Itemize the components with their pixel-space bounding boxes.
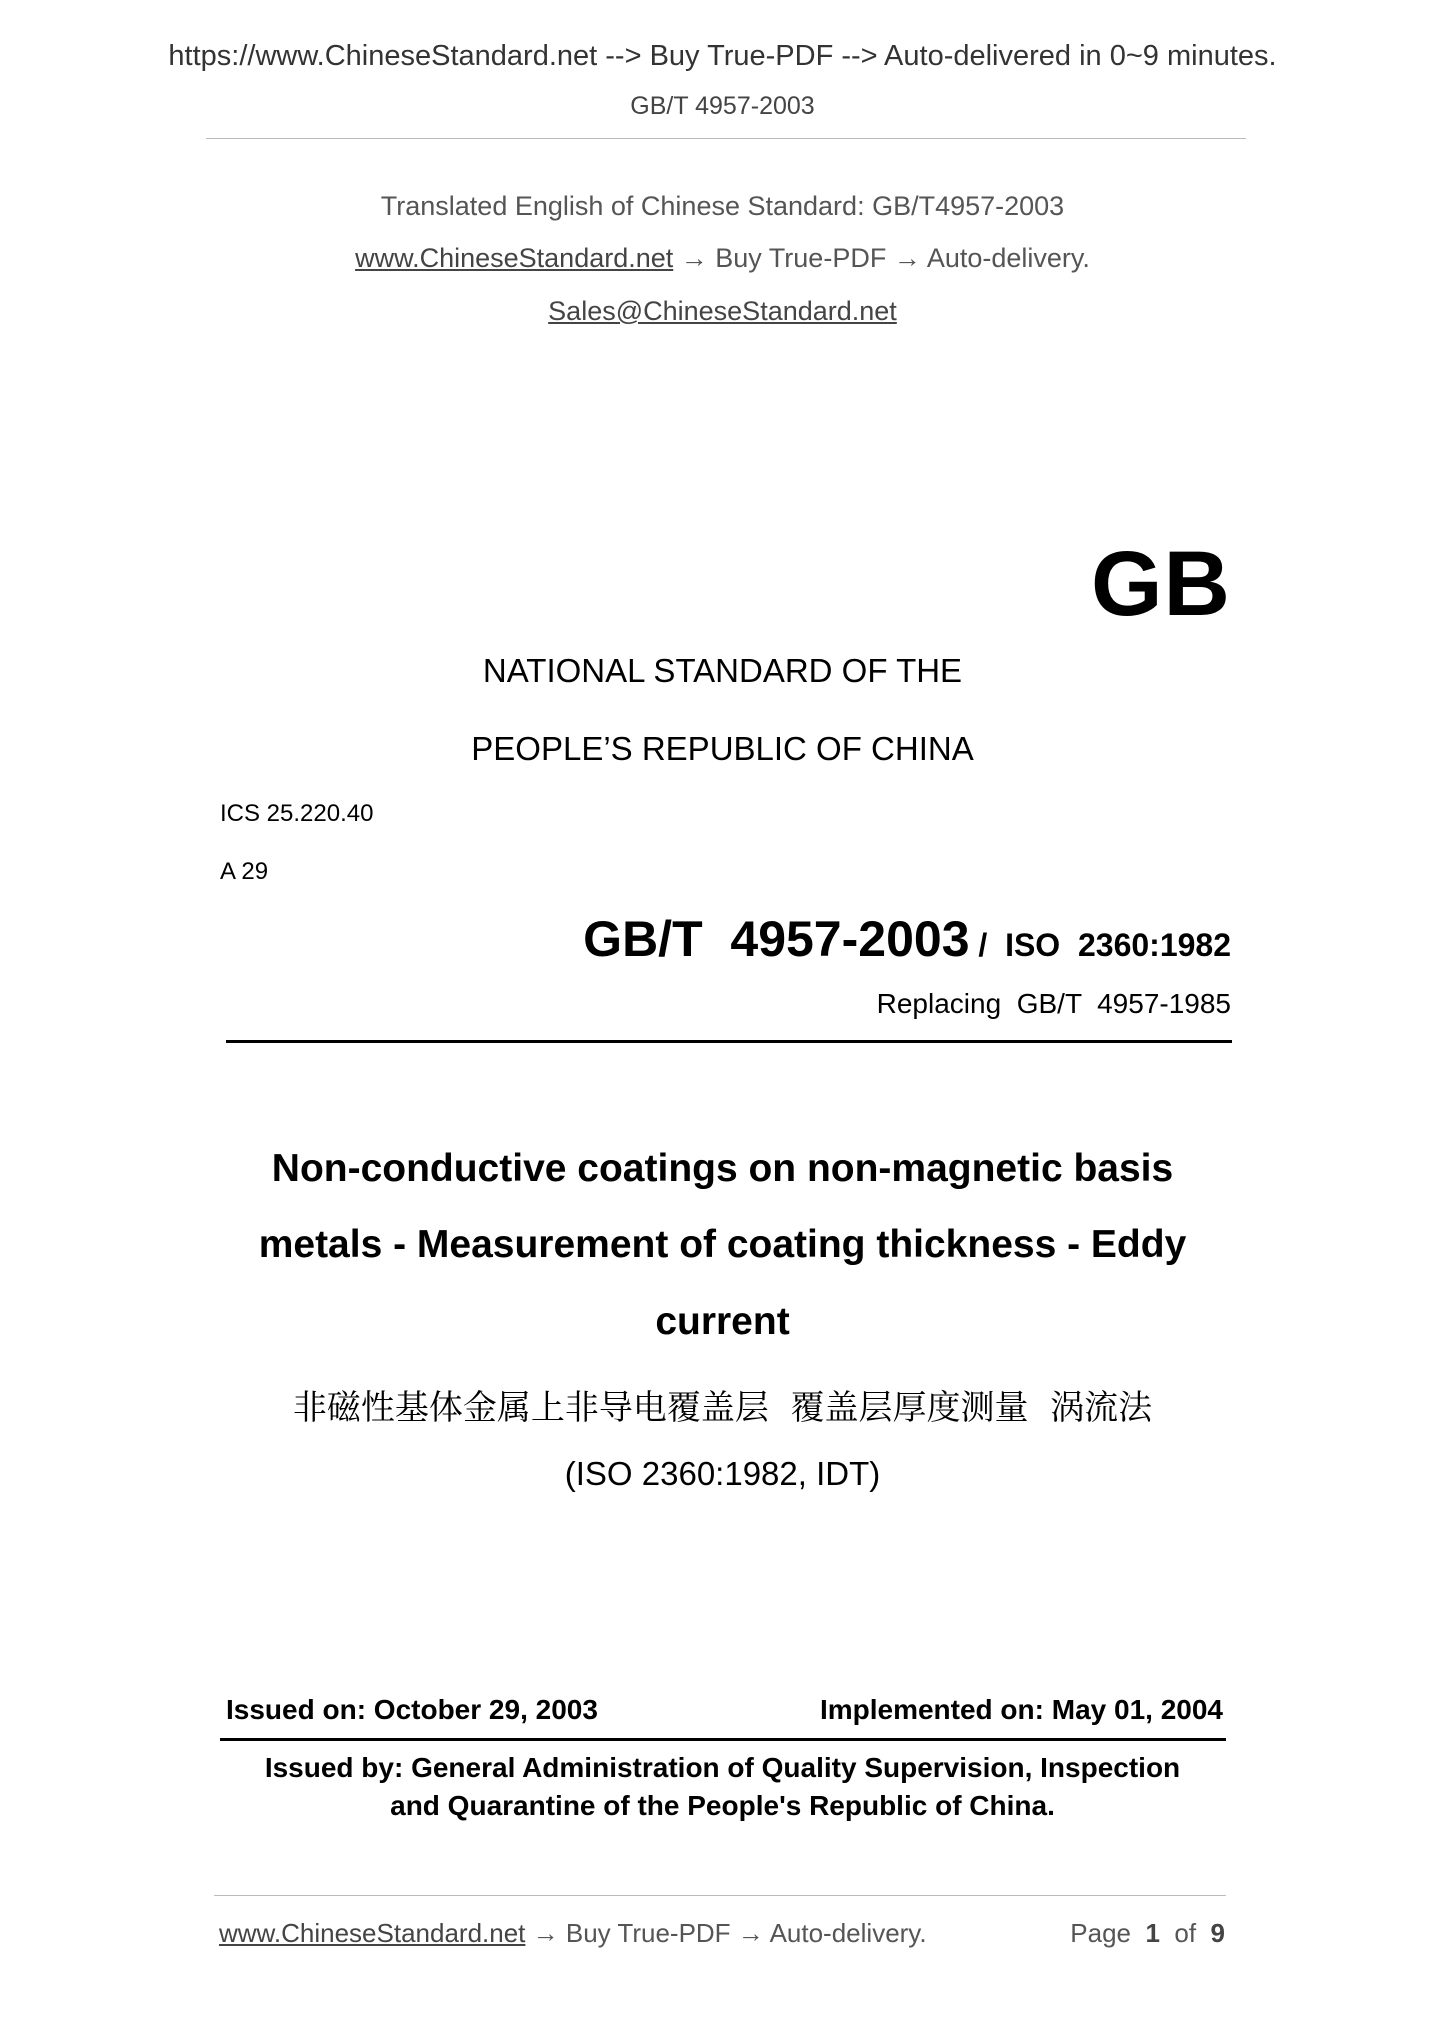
buy-text: → Buy True-PDF → Auto-delivery. (673, 243, 1090, 273)
ics-code: ICS 25.220.40 (220, 800, 374, 827)
page-indicator (1070, 1918, 1225, 1949)
footer-site-link[interactable]: www.ChineseStandard.net (219, 1918, 526, 1948)
page-total: 9 (1210, 1918, 1225, 1948)
issued-on-date: Issued on: October 29, 2003 (226, 1694, 598, 1725)
sales-email-link[interactable]: Sales@ChineseStandard.net (548, 296, 897, 326)
footer-buy-line (219, 1918, 927, 1949)
replacing-note: Replacing GB/T 4957-1985 (876, 988, 1231, 1019)
issued-by-line-1: Issued by: General Administration of Quality Supervision, Inspection (264, 1752, 1181, 1783)
title-iso-equivalent: (ISO 2360:1982, IDT) (564, 1455, 881, 1492)
header-doc-code: GB/T 4957-2003 (630, 92, 815, 120)
title-line-3: current (655, 1300, 790, 1343)
footer-divider (214, 1895, 1226, 1896)
page-label: Page (1070, 1918, 1132, 1948)
translated-notice: Translated English of Chinese Standard: GB/T4957-2003 (380, 191, 1065, 221)
standard-number (583, 910, 1231, 968)
implemented-on-date: Implemented on: May 01, 2004 (819, 1694, 1223, 1725)
header-banner: https://www.ChineseStandard.net --> Buy True-PDF --> Auto-delivered in 0~9 minutes. (168, 40, 1277, 72)
sales-line (0, 296, 1445, 327)
page-current: 1 (1145, 1918, 1160, 1948)
title-line-1: Non-conductive coatings on non-magnetic basis (271, 1147, 1174, 1190)
standard-divider (226, 1040, 1232, 1043)
national-standard-line1: NATIONAL STANDARD OF THE (482, 652, 963, 689)
site-link[interactable]: www.ChineseStandard.net (355, 243, 674, 273)
buy-line (0, 243, 1445, 274)
page-of: of (1174, 1918, 1197, 1948)
gb-number: GB/T 4957-2003 (583, 911, 970, 967)
issued-by-line-2: and Quarantine of the People's Republic of China. (390, 1790, 1055, 1821)
footer-buy-text: → Buy True-PDF → Auto-delivery. (525, 1918, 927, 1948)
iso-reference: / ISO 2360:1982 (969, 927, 1231, 963)
title-line-2: metals - Measurement of coating thickness - Eddy (258, 1223, 1187, 1266)
header-divider (206, 138, 1246, 139)
issue-divider (220, 1738, 1226, 1741)
ccs-code: A 29 (220, 858, 269, 885)
title-chinese: 非磁性基体金属上非导电覆盖层 覆盖层厚度测量 涡流法 (292, 1388, 1153, 1428)
gb-mark: GB (1091, 533, 1231, 635)
national-standard-line2: PEOPLE’S REPUBLIC OF CHINA (471, 730, 974, 767)
